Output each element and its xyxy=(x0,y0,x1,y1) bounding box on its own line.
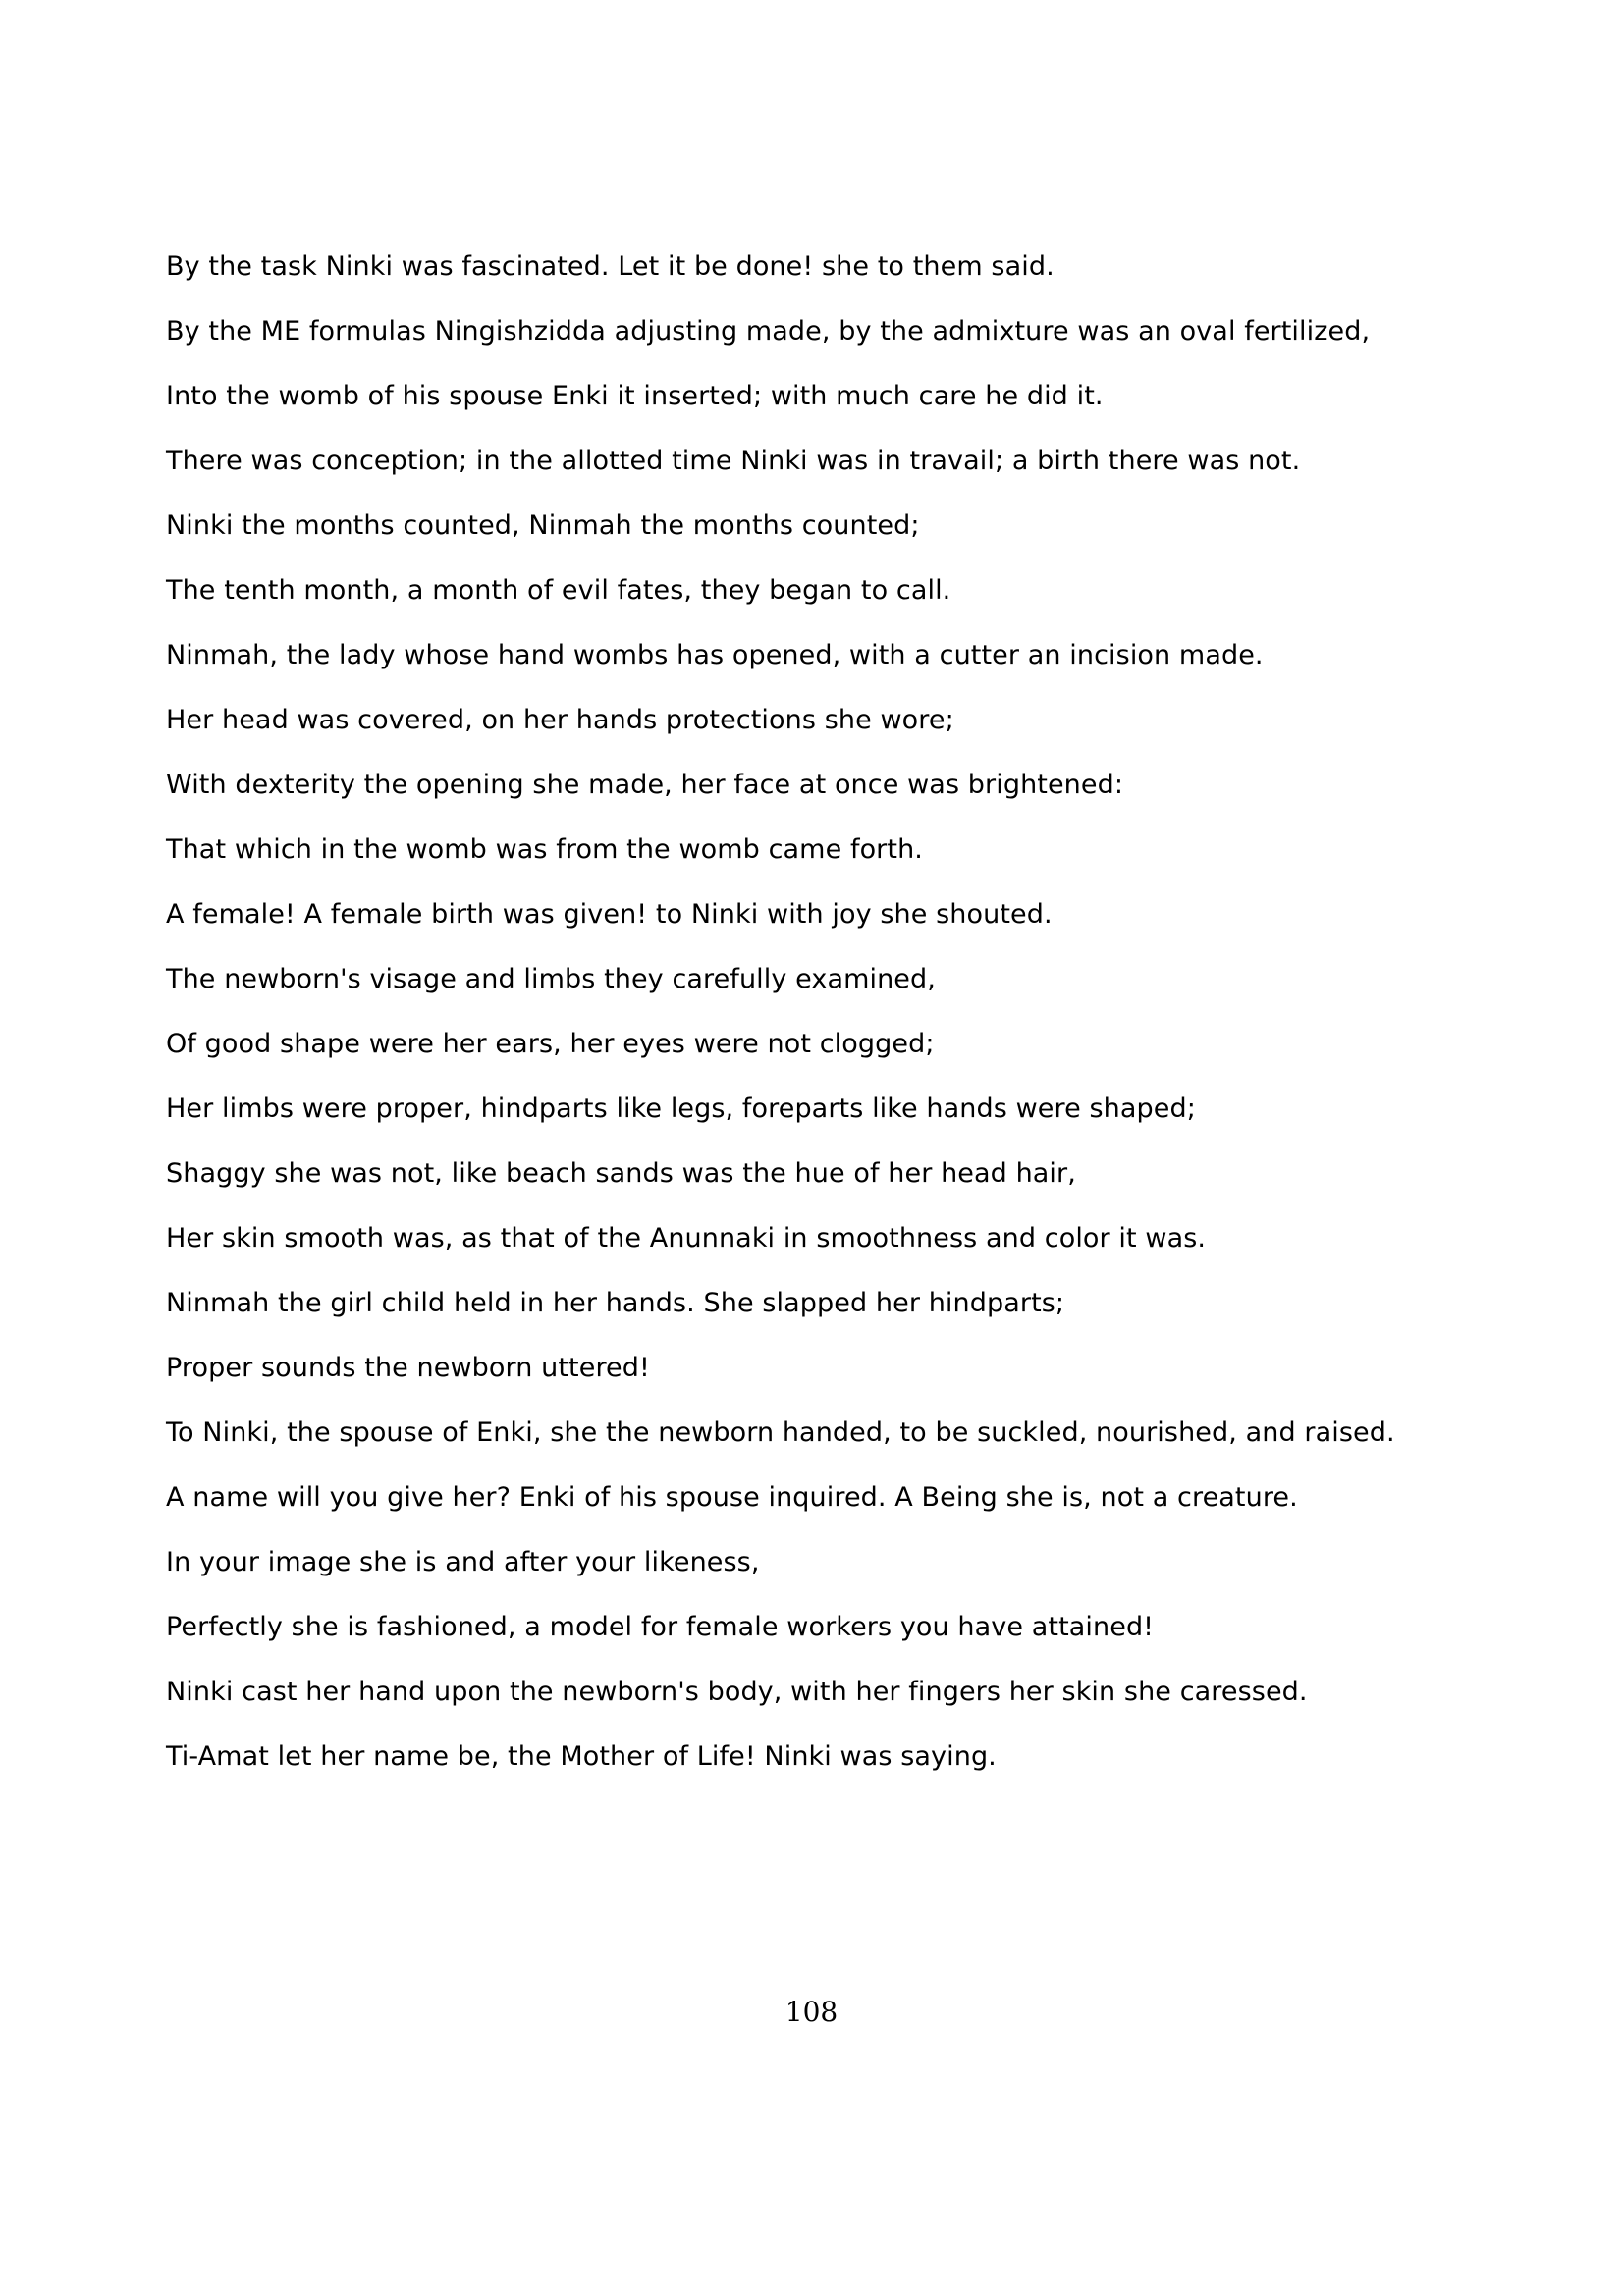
text-line: Perfectly she is fashioned, a model for female workers you have attained! xyxy=(166,1612,1155,1642)
text-line: Ninki the months counted, Ninmah the months counted; xyxy=(166,510,920,541)
text-line: To Ninki, the spouse of Enki, she the newborn handed, to be suckled, nourished, and raised. xyxy=(166,1417,1395,1448)
text-line: Ninmah, the lady whose hand wombs has opened, with a cutter an incision made. xyxy=(166,640,1264,670)
text-line: Ninmah the girl child held in her hands. She slapped her hindparts; xyxy=(166,1288,1065,1318)
text-line: A name will you give her? Enki of his spouse inquired. A Being she is, not a creature. xyxy=(166,1482,1298,1513)
text-line: In your image she is and after your likeness, xyxy=(166,1547,760,1577)
text-line: There was conception; in the allotted time Ninki was in travail; a birth there was not. xyxy=(166,446,1301,476)
text-line: A female! A female birth was given! to Ninki with joy she shouted. xyxy=(166,899,1053,930)
text-line: Her head was covered, on her hands protections she wore; xyxy=(166,705,954,735)
text-line: Of good shape were her ears, her eyes were not clogged; xyxy=(166,1029,935,1059)
text-line: Shaggy she was not, like beach sands was the hue of her head hair, xyxy=(166,1158,1076,1189)
text-line: By the task Ninki was fascinated. Let it be done! she to them said. xyxy=(166,251,1055,282)
text-line: Into the womb of his spouse Enki it inserted; with much care he did it. xyxy=(166,381,1104,411)
text-line: That which in the womb was from the womb came forth. xyxy=(166,834,923,865)
text-line: Her limbs were proper, hindparts like legs, foreparts like hands were shaped; xyxy=(166,1094,1196,1124)
page-number: 108 xyxy=(784,1996,839,2028)
text-line: By the ME formulas Ningishzidda adjusting made, by the admixture was an oval fertilized, xyxy=(166,316,1371,347)
text-body xyxy=(166,245,1472,1800)
text-line: The tenth month, a month of evil fates, they began to call. xyxy=(166,575,951,606)
text-line: Proper sounds the newborn uttered! xyxy=(166,1353,650,1383)
text-line: Ti-Amat let her name be, the Mother of Life! Ninki was saying. xyxy=(166,1741,997,1772)
text-line: The newborn's visage and limbs they carefully examined, xyxy=(166,964,936,994)
text-line: With dexterity the opening she made, her face at once was brightened: xyxy=(166,770,1124,800)
text-line: Ninki cast her hand upon the newborn's body, with her fingers her skin she caressed. xyxy=(166,1677,1308,1707)
text-line: Her skin smooth was, as that of the Anunnaki in smoothness and color it was. xyxy=(166,1223,1207,1254)
